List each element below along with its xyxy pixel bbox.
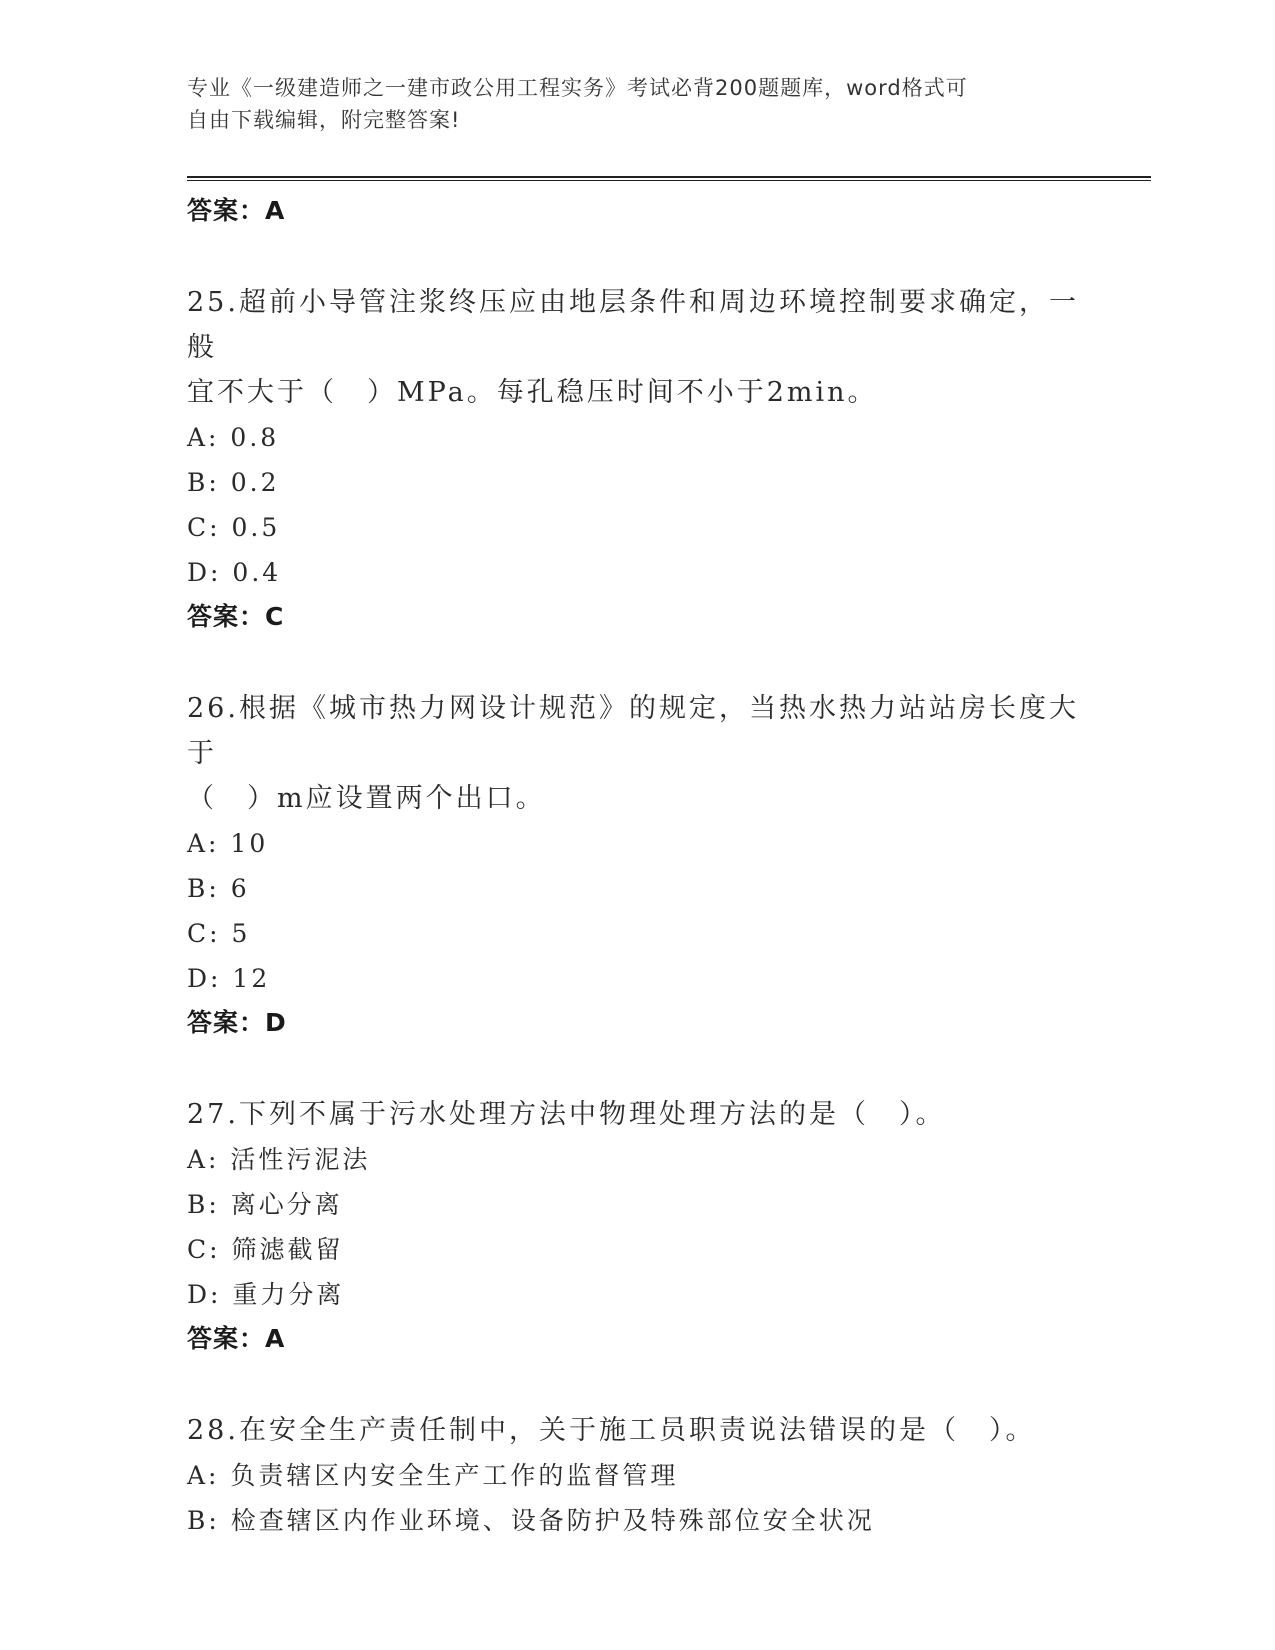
spacer — [187, 1045, 1087, 1092]
answer-value: D — [265, 1008, 287, 1037]
option-b: B: 0.2 — [187, 468, 280, 497]
option-a: A: 负责辖区内安全生产工作的监督管理 — [187, 1461, 679, 1490]
option-c: C: 筛滤截留 — [187, 1235, 344, 1264]
answer-value: A — [265, 1324, 286, 1353]
answer-line — [187, 595, 1087, 639]
option-c: C: 5 — [187, 919, 251, 948]
option-a: A: 0.8 — [187, 423, 280, 452]
question-list — [187, 189, 1087, 1543]
question-block — [187, 280, 1087, 639]
header-title-line-2: 自由下载编辑，附完整答案! — [187, 108, 461, 132]
question-block — [187, 1092, 1087, 1361]
answer-value: A — [265, 196, 286, 225]
page-header — [187, 72, 1067, 136]
answer-label: 答案： — [187, 196, 266, 225]
option-c: C: 0.5 — [187, 513, 281, 542]
question-text-line: 25.超前小导管注浆终压应由地层条件和周边环境控制要求确定，一般 — [187, 287, 1079, 363]
spacer — [187, 1361, 1087, 1408]
question-text-line: 28.在安全生产责任制中，关于施工员职责说法错误的是（ ）。 — [187, 1415, 1036, 1446]
question-block — [187, 1408, 1087, 1543]
spacer — [187, 639, 1087, 686]
question-block — [187, 686, 1087, 1045]
option-d: D: 12 — [187, 964, 271, 993]
option-b: B: 离心分离 — [187, 1190, 343, 1219]
answer-label: 答案： — [187, 1008, 266, 1037]
question-text-line: （ ）m应设置两个出口。 — [187, 783, 546, 814]
answer-label: 答案： — [187, 1324, 266, 1353]
option-b: B: 检查辖区内作业环境、设备防护及特殊部位安全状况 — [187, 1506, 875, 1535]
answer-line — [187, 1001, 1087, 1045]
question-text-line: 26.根据《城市热力网设计规范》的规定，当热水热力站站房长度大于 — [187, 693, 1079, 769]
option-a: A: 活性污泥法 — [187, 1145, 371, 1174]
option-b: B: 6 — [187, 874, 250, 903]
answer-label: 答案： — [187, 602, 266, 631]
spacer — [187, 233, 1087, 280]
answer-line — [187, 189, 1087, 233]
header-divider — [187, 176, 1151, 181]
question-text-line: 宜不大于（ ）MPa。每孔稳压时间不小于2min。 — [187, 377, 878, 408]
answer-value: C — [265, 602, 285, 631]
header-title-line-1: 专业《一级建造师之一建市政公用工程实务》考试必背200题题库，word格式可 — [187, 76, 968, 100]
option-d: D: 重力分离 — [187, 1280, 345, 1309]
question-text-line: 27.下列不属于污水处理方法中物理处理方法的是（ ）。 — [187, 1099, 946, 1130]
option-a: A: 10 — [187, 829, 269, 858]
answer-line — [187, 1317, 1087, 1361]
option-d: D: 0.4 — [187, 558, 282, 587]
